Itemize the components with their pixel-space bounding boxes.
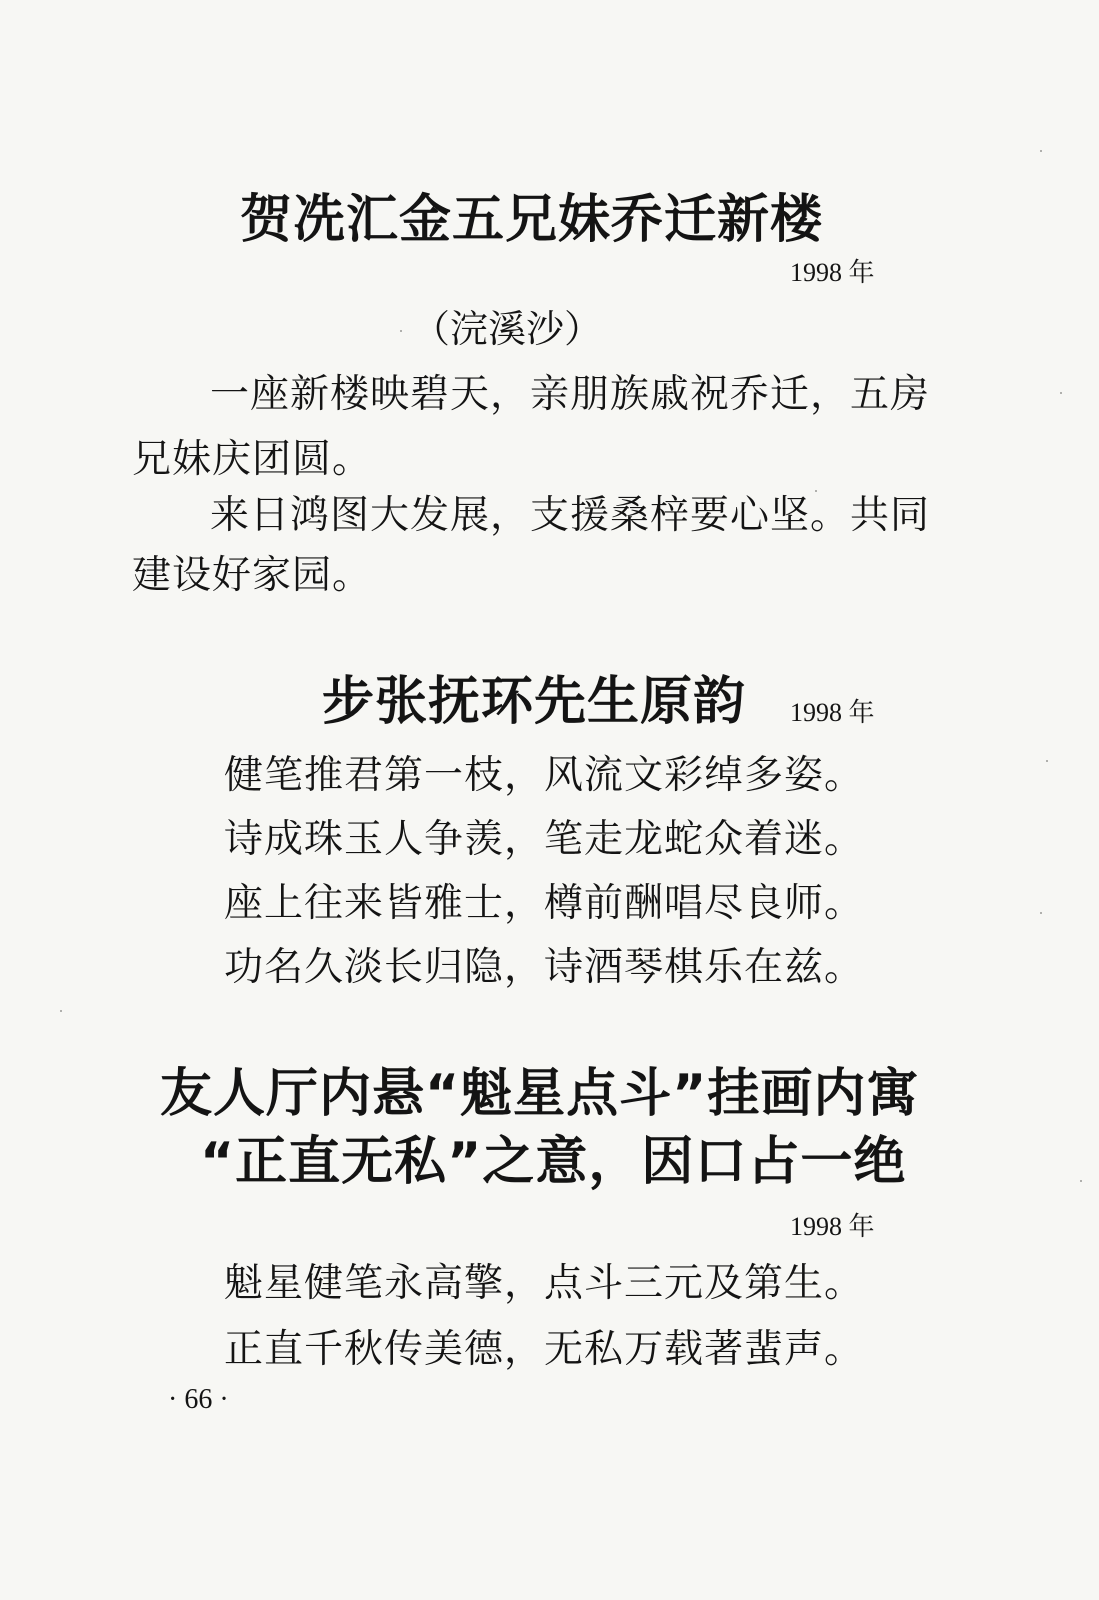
poem-3-title-line-2: “正直无私”之意，因口占一绝 (200, 1132, 907, 1192)
poem-3-line-1: 魁星健笔永高擎，点斗三元及第生。 (224, 1261, 865, 1306)
poem-2-line-2: 诗成珠玉人争羡，笔走龙蛇众着迷。 (224, 817, 865, 862)
poem-1-line-2: 兄妹庆团圆。 (132, 437, 373, 482)
poem-2-line-1: 健笔推君第一枝，风流文彩绰多姿。 (224, 753, 865, 798)
poem-3-line-2: 正直千秋传美德，无私万载著蜚声。 (224, 1327, 865, 1372)
scan-speck (1040, 912, 1042, 914)
scan-speck (1040, 150, 1042, 152)
poem-1-line-4: 建设好家园。 (132, 553, 373, 598)
poem-2-title: 步张抚环先生原韵 (322, 672, 747, 732)
poem-3-title-line-1: 友人厅内悬“魁星点斗”挂画内寓 (160, 1064, 920, 1124)
poem-1-year: 1998 年 (790, 258, 875, 287)
poem-1-line-3: 来日鸿图大发展，支援桑梓要心坚。共同 (210, 493, 931, 538)
page-number: · 66 · (168, 1384, 229, 1415)
poem-2-line-4: 功名久淡长归隐，诗酒琴棋乐在兹。 (224, 945, 865, 990)
poem-3-year: 1998 年 (790, 1212, 875, 1241)
poem-1-title: 贺冼汇金五兄妹乔迁新楼 (240, 190, 824, 250)
poem-2-line-3: 座上往来皆雅士，樽前酬唱尽良师。 (224, 881, 865, 926)
scan-speck (815, 490, 817, 492)
scan-speck (1046, 760, 1048, 762)
scan-speck (1060, 392, 1062, 394)
poem-1-line-1: 一座新楼映碧天，亲朋族戚祝乔迁，五房 (210, 372, 931, 417)
scan-speck (400, 330, 402, 332)
scan-speck (1080, 1180, 1082, 1182)
scan-speck (60, 1010, 62, 1012)
poem-2-year: 1998 年 (790, 698, 875, 727)
poem-1-tune: （浣溪沙） (412, 307, 603, 351)
